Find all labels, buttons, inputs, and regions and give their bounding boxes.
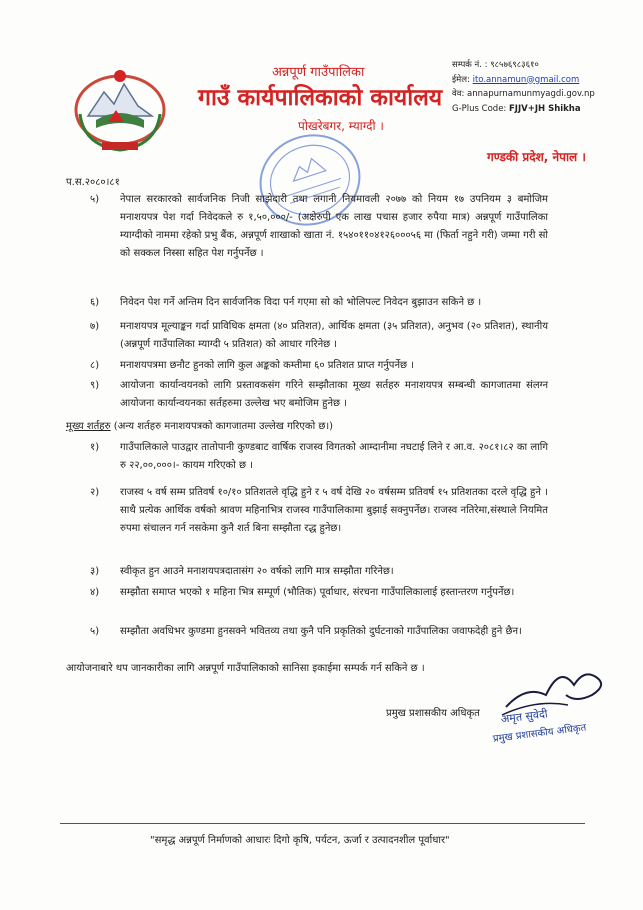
gplus-label: G-Plus Code:	[452, 103, 507, 114]
item-text: आयोजना कार्यान्वयनको लागि प्रस्तावकसंग गरिने सम्झौताका मूख्य सर्तहरु मनाशयपत्र सम्बन्धी कागजातमा संलग्न आयोजना कार्यान्वयनका सर्तहरुमा उल्लेख भए बमोजिम हुनेछ ।	[120, 380, 548, 409]
item-text: निवेदन पेश गर्ने अन्तिम दिन सार्वजनिक विदा पर्न गएमा सो को भोलिपल्ट निवेदन बुझाउन सकिने छ ।	[120, 297, 482, 308]
footer-divider	[60, 823, 585, 824]
signatory-designation: प्रमुख प्रशासकीय अधिकृत	[386, 708, 480, 719]
email-link[interactable]: ito.annamun@gmail.com	[472, 74, 580, 85]
item-number: १)	[90, 442, 100, 453]
item-text: गाउँपालिकाले पाउद्वार तातोपानी कुण्डबाट वार्षिक राजस्व विगतको आम्दानीमा नघटाई लिने र आ.व. २०८१।८२ का लागि रु २२,००,०००।- कायम गरिएको छ ।	[120, 442, 548, 471]
item-text: राजस्व ५ वर्ष सम्म प्रतिवर्ष १०/१० प्रतिशतले वृद्धि हुने र ५ वर्ष देखि २० वर्षसम्म प्रतिवर्ष १५ प्रतिशतका दरले वृद्धि हुने ।साथै प्रत्येक आर्थिक वर्षको श्रावण महिनाभित्र राजस्व गाउँपालिकामा बुझाई सक्नुपर्नेछ। राजस्व नतिरेमा,संस्थाले नियमित रुपमा संचालन गर्न नसकेमा कुनै शर्त बिना सम्झौता रद्ध हुनेछ।	[120, 487, 548, 534]
email-label: ईमेल:	[452, 74, 470, 85]
conditions-title: मूख्य शर्तहरु	[66, 421, 111, 432]
item-number: २)	[90, 487, 100, 498]
item-number: ९)	[90, 380, 100, 391]
item-text: सम्झौता समाप्त भएको १ महिना भित्र सम्पूर्ण (भौतिक) पूर्वाधार, संरचना गाउँपालिकालाई हस्तान्तरण गर्नुपर्नेछ।	[120, 587, 515, 598]
item-text: नेपाल सरकारको सार्वजनिक निजी साझेदारी तथा लगानी नियमावली २०७७ को नियम १७ उपनियम ३ बमोजिम मनाशयपत्र पेश गर्दा निवेदकले रु १,५०,०००/- (अक्षेरुपी एक लाख पचास हजार रुपैया मात्र) अन्नपूर्ण गाउँपालिका म्याग्दीको नाममा रहेको प्रभु बैंक, अन्नपूर्ण शाखाको खाता नं. १५४०११०४१२६०००५६ मा (फिर्ता नहुने गरी) जम्मा गरी सो को सक्कल निस्सा सहित पेश गर्नुपर्नेछ ।	[120, 194, 548, 259]
contact-phone: सम्पर्क नं. : ९८५७६९८३६१०	[452, 60, 539, 70]
web-label: वेव:	[452, 89, 465, 99]
item-text: मनाशयपत्रमा छनौट हुनको लागि कुल अङ्कको कम्तीमा ६० प्रतिशत प्राप्त गर्नुपर्नेछ ।	[120, 360, 415, 371]
item-number: ४)	[90, 587, 100, 598]
office-place: पोखरेबगर, म्याग्दी ।	[298, 119, 384, 133]
item-text: मनाशयपत्र मूल्याङ्कन गर्दा प्राविधिक क्षमता (४० प्रतिशत), आर्थिक क्षमता (३५ प्रतिशत), अनुभव (२० प्रतिशत), स्थानीय (अन्नपूर्ण गाउँपालिका म्याग्दी ५ प्रतिशत) को आधार गरिनेछ ।	[120, 321, 548, 350]
reference-number: प.स.२०८०।८१	[66, 177, 120, 188]
item-number: ५)	[90, 626, 100, 637]
gplus-code: FJJV+JH Shikha	[509, 103, 581, 114]
footer-motto: "समृद्ध अन्नपूर्ण निर्माणको आधारः दिगो कृषि, पर्यटन, ऊर्जा र उत्पादनशील पूर्वाधार"	[150, 835, 450, 846]
office-name: गाउँ कार्यपालिकाको कार्यालय	[198, 85, 443, 111]
item-number: ५)	[90, 194, 100, 205]
nepal-emblem-icon	[60, 58, 180, 158]
closing-line: आयोजनाबारे थप जानकारीका लागि अन्नपूर्ण गाउँपालिकाको सानिसा इकाईमा सम्पर्क गर्न सकिने छ ।	[66, 663, 425, 674]
item-number: ८)	[90, 360, 100, 371]
stamp-name: अमृत सुवेदी	[500, 707, 549, 726]
province-name: गण्डकी प्रदेश, नेपाल ।	[487, 150, 586, 164]
item-number: ७)	[90, 321, 100, 332]
org-name: अन्नपूर्ण गाउँपालिका	[272, 65, 365, 80]
stamp-title: प्रमुख प्रशासकीय अधिकृत	[492, 722, 587, 745]
item-text: सम्झौता अवधिभर कुण्डमा हुनसक्ने भवितव्य तथा कुनै पनि प्रकृतिको दुर्घटनाको गाउँपालिका जवाफदेही हुने छैन।	[120, 626, 522, 637]
contact-web-row	[452, 87, 595, 102]
web-link[interactable]: annapurnamunmyagdi.gov.np	[467, 89, 595, 99]
item-text: स्वीकृत हुन आउने मनाशयपत्रदातासंग २० वर्षको लागि मात्र सम्झौता गरिनेछ।	[120, 566, 394, 577]
item-number: ३)	[90, 566, 100, 577]
item-number: ६)	[90, 297, 100, 308]
contact-gplus-row	[452, 102, 595, 117]
contact-email-row	[452, 73, 595, 88]
contact-block	[452, 58, 595, 116]
conditions-heading	[66, 418, 333, 432]
conditions-note: (अन्य शर्तहरु मनाशयपत्रको कागजातमा उल्लेख गरिएको छ।)	[110, 421, 334, 432]
